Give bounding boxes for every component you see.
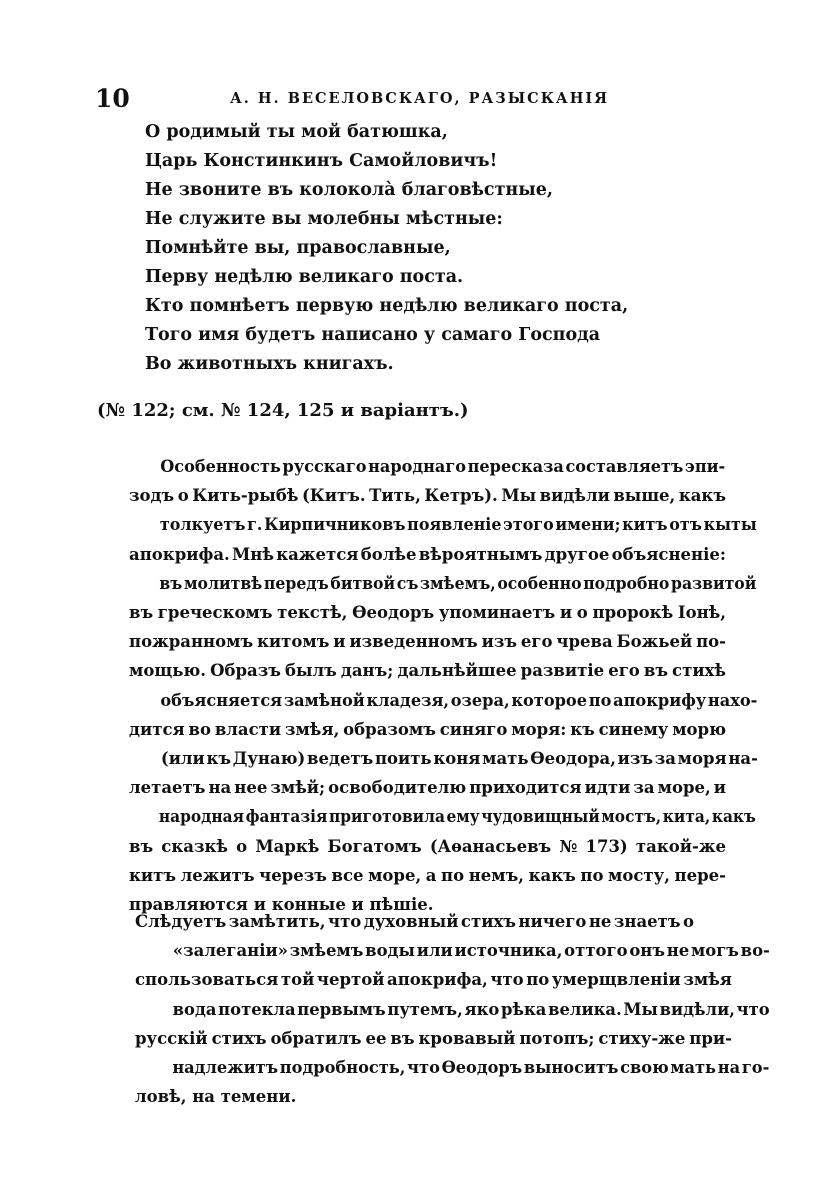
verse-line: Того имя будетъ написано у самаго Господа	[145, 325, 601, 345]
text-line: объясняется замѣной кладезя, озера, которое по апокрифу нахо-	[160, 690, 758, 710]
running-title: А. Н. ВЕСЕЛОВСКАГО, РАЗЫСКАНІЯ	[230, 90, 609, 107]
text-line: въ греческомъ текстѣ, Ѳеодоръ упоминаетъ и о пророкѣ Іонѣ,	[129, 603, 726, 623]
text-line: въ сказкѣ о Маркѣ Богатомъ (Аѳанасьевъ № 173) такой-же	[129, 836, 726, 856]
text-line: дится во власти змѣя, образомъ синяго моря: къ синему морю	[129, 719, 726, 739]
text-line: надлежитъ подробность, что Ѳеодоръ выноситъ свою мать на го-	[172, 1058, 770, 1078]
verse-line: Кто помнѣетъ первую недѣлю великаго поста,	[145, 296, 629, 316]
page-number: 10	[95, 84, 130, 113]
text-line: пожранномъ китомъ и изведенномъ изъ его чрева Божьей по-	[129, 632, 726, 652]
text-line: народная фантазія приготовила ему чудовищный мостъ, кита, какъ	[158, 807, 756, 827]
text-line: летаетъ на нее змѣй; освободителю приходится идти за море, и	[129, 778, 726, 798]
text-line: (или къ Дунаю) ведетъ поить коня мать Ѳеодора, изъ за моря на-	[160, 749, 758, 769]
text-line: китъ лежитъ черезъ все море, а по немъ, какъ по мосту, пере-	[129, 865, 726, 885]
text-line: Слѣдуетъ замѣтить, что духовный стихъ ничего не знаетъ о	[135, 912, 694, 931]
verse-line: Во животныхъ книгахъ.	[145, 354, 394, 374]
verse-quotation	[145, 118, 705, 379]
verse-line: Не служите вы молебны мѣстные:	[145, 209, 503, 229]
paragraph-2	[97, 907, 770, 1111]
text-line: Особенность русскаго народнаго пересказа составляетъ эпи-	[160, 457, 726, 476]
verse-line: Помнѣйте вы, православные,	[145, 238, 451, 258]
text-line: мощью. Образъ былъ данъ; дальнѣйшее развитіе его въ стихѣ	[129, 661, 726, 681]
running-header	[95, 84, 705, 114]
verse-line: О родимый ты мой батюшка,	[145, 122, 448, 142]
text-line: въ молитвѣ передъ битвой съ змѣемъ, особенно подробно развитой	[159, 573, 757, 593]
text-line: толкуетъ г. Кирпичниковъ появленіе этого имени; китъ отъ кыты	[159, 515, 757, 535]
text-line: «залеганіи» змѣемъ воды или источника, оттого онъ не могъ во-	[172, 941, 770, 961]
source-reference: (№ 122; см. № 124, 125 и варіантъ.)	[97, 400, 469, 421]
paragraph-1	[97, 452, 758, 919]
text-line: правляются и конные и пѣшіе.	[129, 895, 434, 915]
verse-line: Не звоните въ колоколà благовѣстные,	[145, 180, 553, 200]
text-line: вода потекла первымъ путемъ, яко рѣка велика. Мы видѣли, что	[172, 999, 770, 1019]
text-line: русскій стихъ обратилъ ее въ кровавый потопъ; стиху-же при-	[135, 1028, 732, 1048]
verse-line: Царь Констинкинъ Самойловичъ!	[145, 151, 498, 171]
text-line: апокрифа. Мнѣ кажется болѣе вѣроятнымъ другое объясненіе:	[129, 544, 726, 564]
text-line: спользоваться той чертой апокрифа, что по умерщвленіи змѣя	[135, 970, 732, 990]
text-line: зодъ о Кить-рыбѣ (Китъ. Тить, Кетръ). Мы видѣли выше, какъ	[129, 486, 726, 506]
text-line: ловѣ, на темени.	[135, 1087, 297, 1107]
verse-line: Перву недѣлю великаго поста.	[145, 267, 464, 287]
